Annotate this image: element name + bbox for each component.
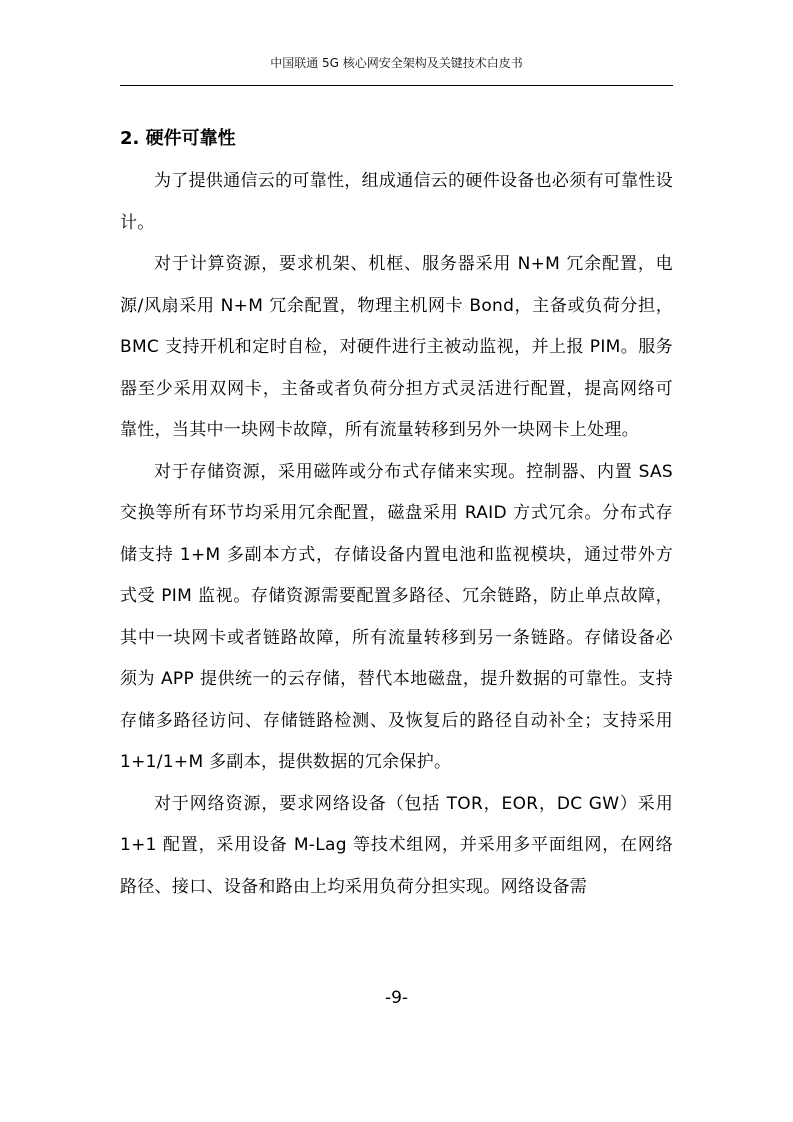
paragraph-network: 对于网络资源，要求网络设备（包括 TOR，EOR，DC GW）采用 1+1 配置，采用设备 M-Lag 等技术组网，并采用多平面组网，在网络路径、接口、设备和路由上均采用负荷分担实现。网络设备需 bbox=[120, 793, 673, 897]
paragraph-storage: 对于存储资源，采用磁阵或分布式存储来实现。控制器、内置 SAS 交换等所有环节均采用冗余配置，磁盘采用 RAID 方式冗余。分布式存储支持 1+M 多副本方式，存储设备内置电池和监视模块，通过带外方式受 PIM 监视。存储资源需要配置多路径、冗余链路，防止单点故障，其中一块网卡或者链路故障，所有流量转移到另一条链路。存储设备必须为 APP 提供统一的云存储，替代本地磁盘，提升数据的可靠性。支持存储多路径访问、存储链路检测、及恢复后的路径自动补全；支持采用 1+1/1+M 多副本，提供数据的冗余保护。 bbox=[120, 461, 673, 772]
section-heading: 2. 硬件可靠性 bbox=[120, 128, 236, 149]
page-number: -9- bbox=[384, 988, 409, 1008]
paragraph-intro: 为了提供通信云的可靠性，组成通信云的硬件设备也必须有可靠性设计。 bbox=[120, 171, 673, 233]
header-divider bbox=[120, 85, 673, 86]
paragraph-compute: 对于计算资源，要求机架、机框、服务器采用 N+M 冗余配置，电源/风扇采用 N+M 冗余配置，物理主机网卡 Bond，主备或负荷分担，BMC 支持开机和定时自检，对硬件进行主被动监视，并上报 PIM。服务器至少采用双网卡，主备或者负荷分担方式灵活进行配置，提高网络可靠性，当其中一块网卡故障，所有流量转移到另外一块网卡上处理。 bbox=[120, 254, 673, 440]
main-content bbox=[120, 120, 673, 908]
running-header: 中国联通 5G 核心网安全架构及关键技术白皮书 bbox=[270, 56, 523, 70]
